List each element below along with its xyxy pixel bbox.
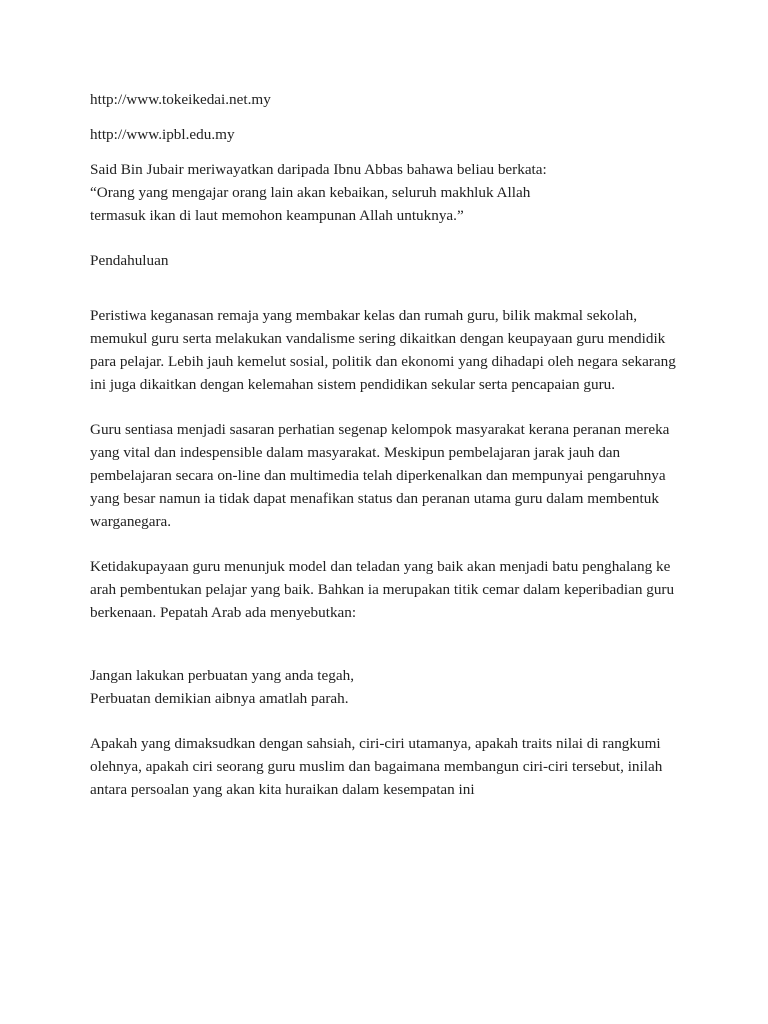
- paragraph-line: yang besar namun ia tidak dapat menafikan status dan peranan utama guru dalam membentuk: [90, 490, 659, 507]
- proverb-line: Jangan lakukan perbuatan yang anda tegah,: [90, 667, 354, 684]
- paragraph-line: memukul guru serta melakukan vandalisme sering dikaitkan dengan keupayaan guru mendidik: [90, 330, 666, 347]
- paragraph-line: Ketidakupayaan guru menunjuk model dan teladan yang baik akan menjadi batu penghalang ke: [90, 558, 671, 575]
- paragraph-2: [90, 418, 710, 533]
- paragraph-line: para pelajar. Lebih jauh kemelut sosial, politik dan ekonomi yang dihadapi oleh negara sekarang: [90, 353, 676, 370]
- proverb-line: Perbuatan demikian aibnya amatlah parah.: [90, 690, 349, 707]
- paragraph-line: antara persoalan yang akan kita huraikan dalam kesempatan ini: [90, 781, 475, 798]
- arab-proverb: [90, 664, 710, 710]
- paragraph-line: ini juga dikaitkan dengan kelemahan sistem pendidikan sekular serta pencapaian guru.: [90, 376, 616, 393]
- paragraph-line: yang vital dan indespensible dalam masyarakat. Meskipun pembelajaran jarak jauh dan: [90, 444, 621, 461]
- hadith-quote: [90, 158, 710, 227]
- paragraph-3: [90, 555, 710, 624]
- quote-line: Said Bin Jubair meriwayatkan daripada Ibnu Abbas bahawa beliau berkata:: [90, 161, 547, 178]
- quote-line: termasuk ikan di laut memohon keampunan Allah untuknya.”: [90, 207, 464, 224]
- link-ipbl[interactable]: [90, 123, 710, 146]
- paragraph-line: Peristiwa keganasan remaja yang membakar kelas dan rumah guru, bilik makmal sekolah,: [90, 307, 637, 324]
- paragraph-line: arah pembentukan pelajar yang baik. Bahkan ia merupakan titik cemar dalam keperibadian guru: [90, 581, 675, 598]
- link-text[interactable]: http://www.tokeikedai.net.my: [90, 91, 271, 108]
- paragraph-line: olehnya, apakah ciri seorang guru muslim dan bagaimana membangun ciri-ciri tersebut, inilah: [90, 758, 663, 775]
- paragraph-line: warganegara.: [90, 513, 172, 530]
- link-text[interactable]: http://www.ipbl.edu.my: [90, 126, 235, 143]
- paragraph-line: pembelajaran secara on-line dan multimedia telah diperkenalkan dan mempunyai pengaruhnya: [90, 467, 666, 484]
- paragraph-1: [90, 304, 710, 396]
- paragraph-line: berkenaan. Pepatah Arab ada menyebutkan:: [90, 604, 357, 621]
- paragraph-line: Apakah yang dimaksudkan dengan sahsiah, ciri-ciri utamanya, apakah traits nilai di rangkumi: [90, 735, 661, 752]
- heading-text: Pendahuluan: [90, 252, 169, 269]
- quote-line: “Orang yang mengajar orang lain akan kebaikan, seluruh makhluk Allah: [90, 184, 531, 201]
- paragraph-line: Guru sentiasa menjadi sasaran perhatian segenap kelompok masyarakat kerana peranan mereka: [90, 421, 670, 438]
- document-page: [90, 88, 710, 801]
- link-tokeikedai[interactable]: [90, 88, 710, 111]
- section-heading: [90, 249, 710, 272]
- paragraph-4: [90, 732, 710, 801]
